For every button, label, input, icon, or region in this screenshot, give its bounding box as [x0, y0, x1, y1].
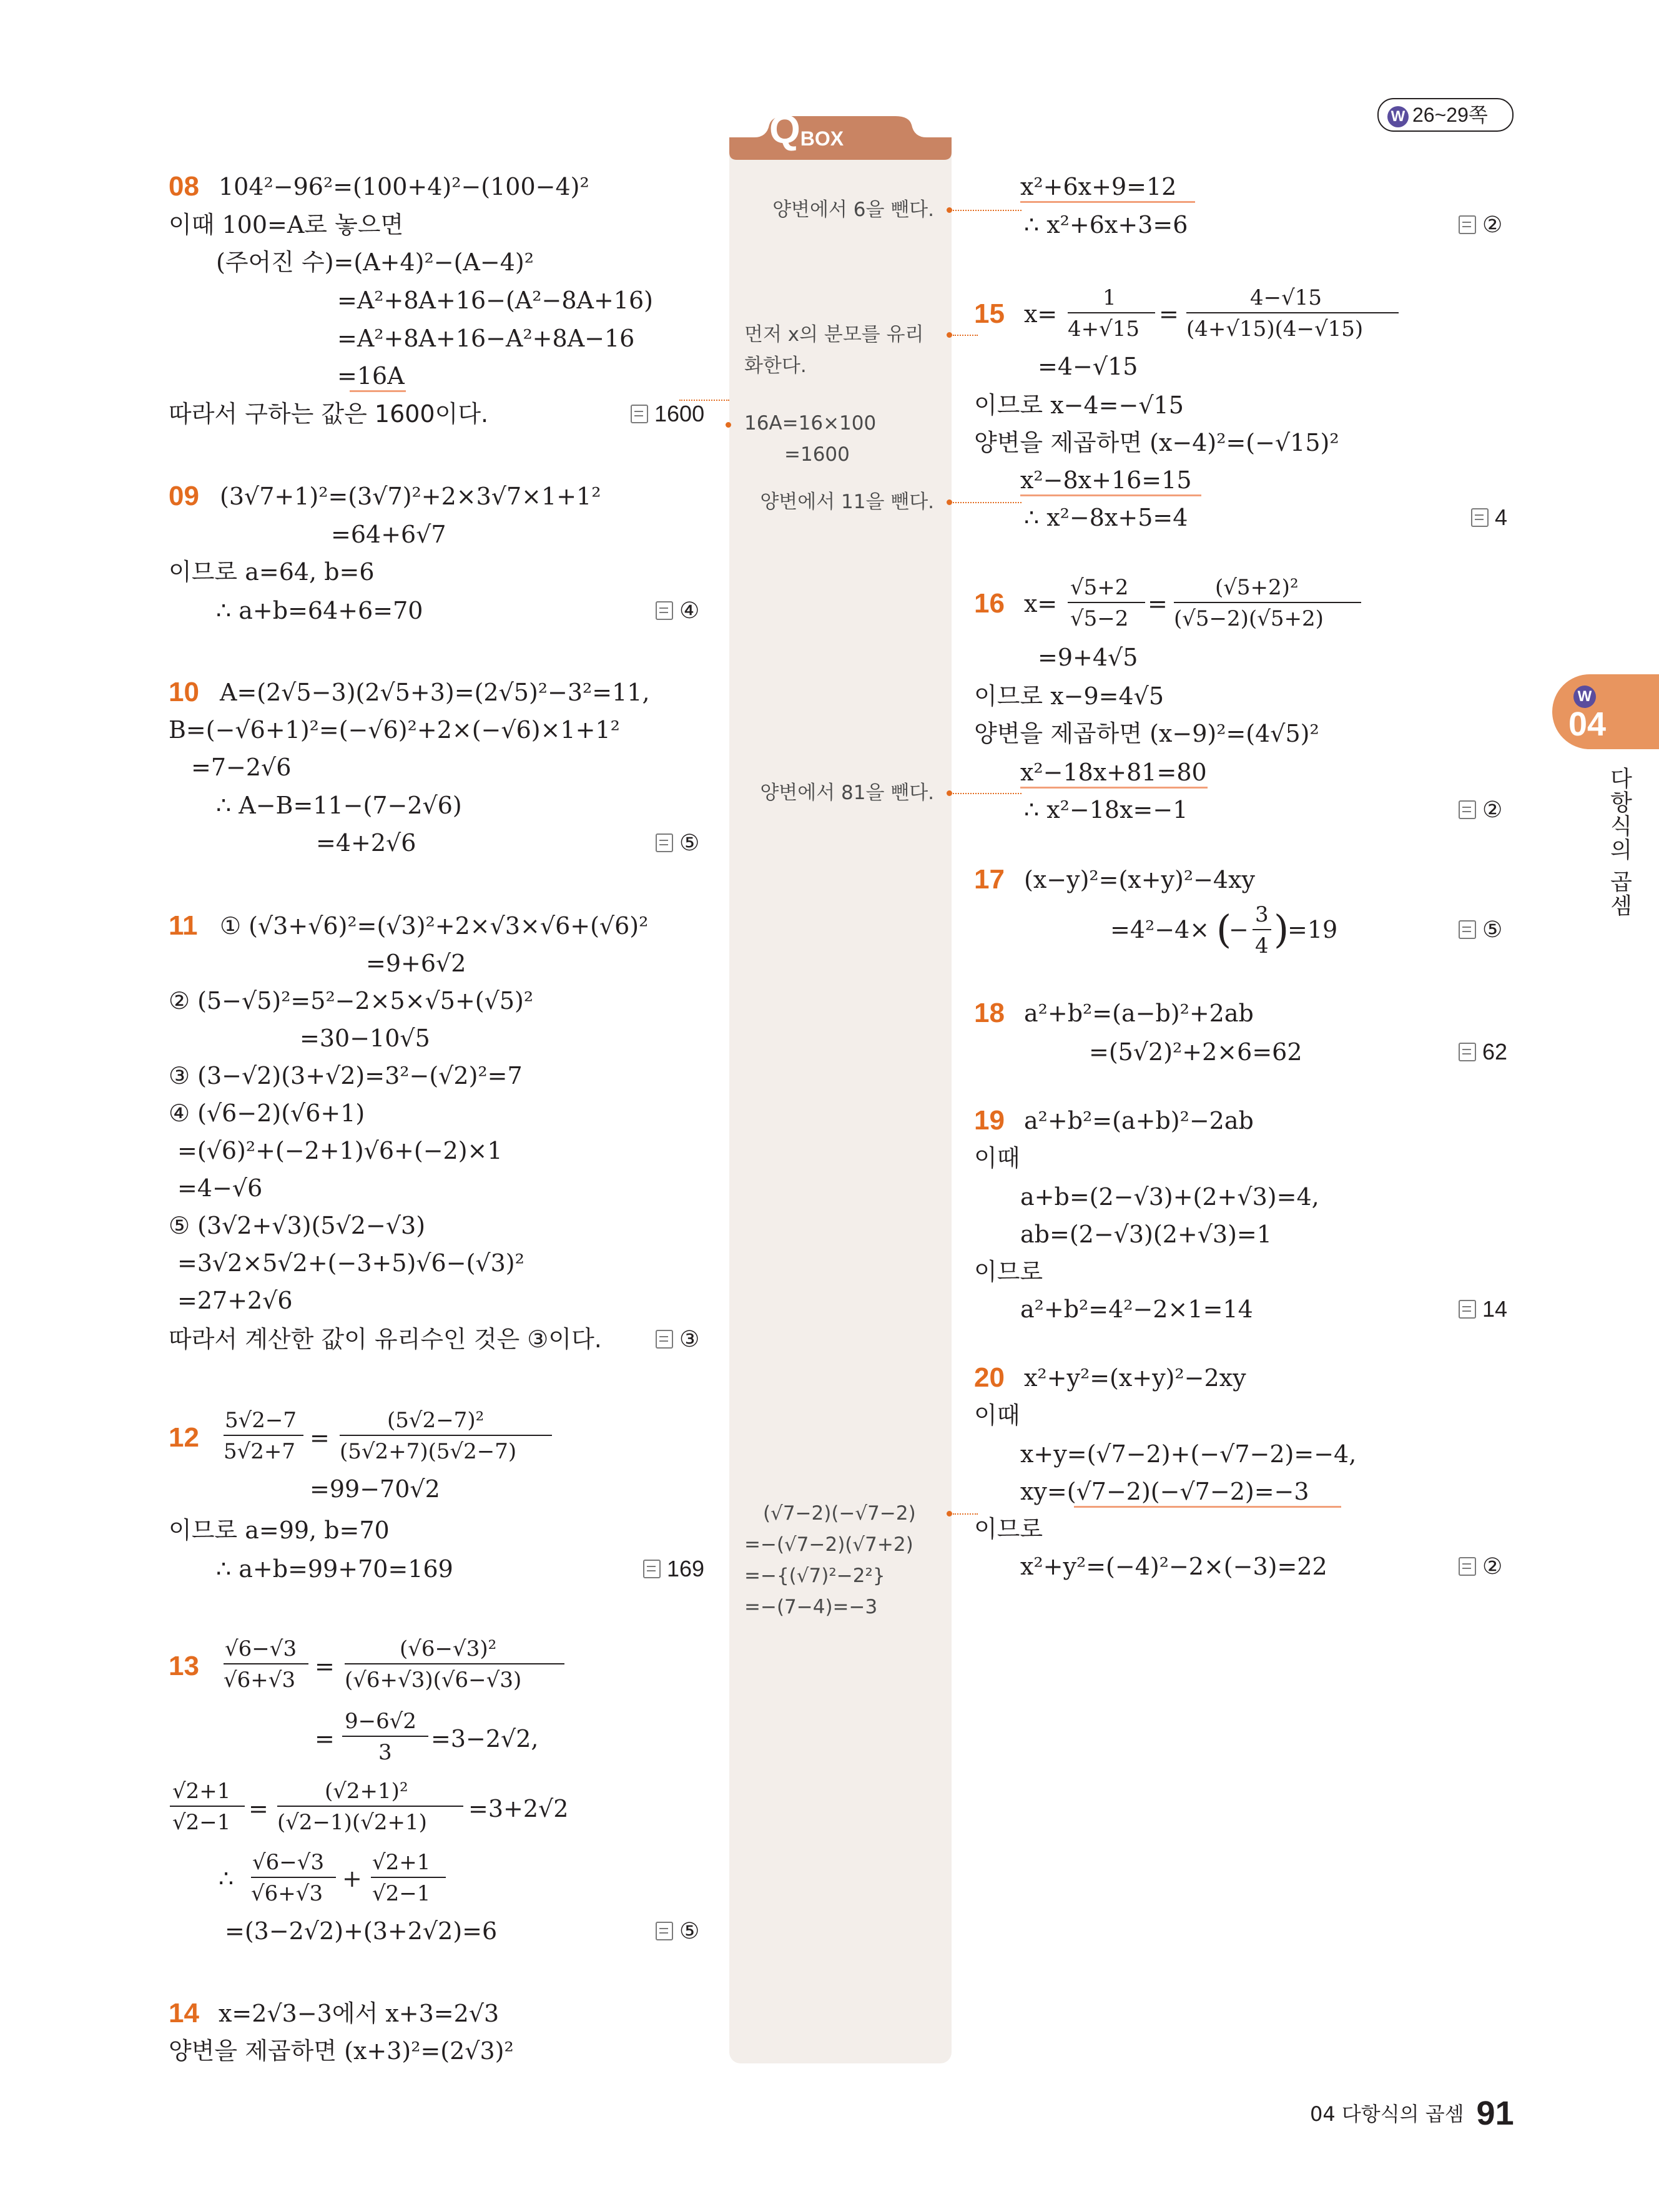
fraction-denominator: √5−2 [1070, 606, 1129, 631]
fraction-bar [1068, 312, 1155, 313]
answer-mark: ② [1459, 795, 1502, 824]
fraction-denominator: √2−1 [372, 1881, 431, 1906]
solution-line: =A²+8A+16−(A²−8A+16) [337, 287, 653, 314]
fraction-denominator: 5√2+7 [224, 1439, 296, 1464]
solution-line: xy=(√7−2)(−√7−2)=−3 [1020, 1478, 1309, 1505]
solution-line: =99−70√2 [310, 1475, 440, 1503]
fraction-denominator: (√5−2)(√5+2) [1174, 606, 1324, 631]
qbox-note: 양변에서 81을 뺀다. [760, 782, 934, 804]
solution-line: ② (5−√5)²=5²−2×5×√5+(√5)² [169, 987, 534, 1015]
answer-box-icon [1459, 1043, 1476, 1061]
solution-line: 양변을 제곱하면 (x−9)²=(4√5)² [974, 720, 1319, 747]
problem-number: 13 [169, 1651, 199, 1681]
fraction-bar [224, 1663, 308, 1664]
fraction-bar [224, 1435, 303, 1436]
solution-line: =16A [337, 362, 405, 390]
answer-mark: 14 [1459, 1295, 1507, 1324]
qbox-note: 양변에서 11을 뺀다. [760, 491, 934, 513]
page-reference-badge [1377, 98, 1514, 132]
note-leader-line [953, 335, 978, 336]
fraction-numerator: √6−√3 [252, 1850, 325, 1875]
solution-line: =3−2√2, [431, 1725, 539, 1752]
fraction-denominator: √6+√3 [251, 1881, 323, 1906]
solution-line: 104²−96²=(100+4)²−(100−4)² [219, 173, 589, 200]
fraction-numerator: √2+1 [172, 1779, 231, 1804]
solution-line: ∴ x²−18x=−1 [1024, 796, 1188, 823]
answer-mark: ② [1459, 210, 1502, 239]
note-marker-dot [947, 1511, 952, 1516]
answer-mark: ⑤ [656, 828, 699, 857]
page-footer [1310, 2095, 1514, 2133]
fraction-numerator: 5√2−7 [225, 1408, 297, 1433]
solution-line: ④ (√6−2)(√6+1) [169, 1099, 365, 1127]
therefore-sign: ∴ [219, 1865, 234, 1892]
solution-line: =3√2×5√2+(−3+5)√6−(√3)² [177, 1249, 524, 1277]
plus-sign: + [342, 1865, 362, 1892]
solution-line: ⑤ (3√2+√3)(5√2−√3) [169, 1212, 426, 1239]
solution-line: ∴ x²−8x+5=4 [1024, 504, 1188, 531]
equals-sign: = [1148, 590, 1168, 617]
solution-line: ab=(2−√3)(2+√3)=1 [1020, 1221, 1272, 1248]
w-workbook-icon: W [1573, 686, 1596, 708]
fraction-denominator: 4 [1255, 933, 1269, 958]
note-marker-dot [947, 207, 952, 213]
fraction-numerator: √6−√3 [225, 1636, 297, 1661]
note-marker-dot [947, 332, 952, 338]
problem-number: 18 [974, 998, 1005, 1028]
qbox-note: =−(√7−2)(√7+2) [744, 1533, 913, 1556]
solution-line: ① (√3+√6)²=(√3)²+2×√3×√6+(√6)² [220, 912, 649, 940]
footer-chapter-title: 04 다항식의 곱셈 [1310, 2102, 1464, 2126]
fraction-bar [340, 1435, 552, 1436]
fraction-denominator: 4+√15 [1068, 317, 1140, 342]
equals-sign: = [315, 1725, 335, 1752]
fraction-numerator: 9−6√2 [345, 1709, 417, 1734]
note-leader-line [953, 210, 1021, 211]
answer-box-icon [656, 1922, 673, 1940]
solution-line: 이므로 [974, 1258, 1043, 1285]
chapter-tab [1552, 674, 1659, 749]
solution-line: =4−√6 [177, 1174, 263, 1202]
solution-line: =7−2√6 [191, 754, 292, 781]
problem-number: 08 [169, 171, 199, 202]
paren-right: ) [1274, 907, 1289, 952]
problem-number: 20 [974, 1362, 1005, 1393]
solution-line: 따라서 계산한 값이 유리수인 것은 ③이다. [169, 1325, 602, 1353]
answer-mark: 62 [1459, 1038, 1507, 1066]
answer-box-icon [656, 601, 673, 620]
solution-line: =4+2√6 [316, 829, 416, 857]
fraction-bar [1174, 602, 1361, 603]
fraction-numerator: √2+1 [372, 1850, 431, 1875]
paren-left: ( [1216, 907, 1232, 952]
solution-line: (주어진 수)=(A+4)²−(A−4)² [216, 248, 534, 276]
fraction-denominator: (4+√15)(4−√15) [1186, 317, 1364, 342]
fraction-denominator: (√6+√3)(√6−√3) [345, 1668, 522, 1693]
solution-line: a+b=(2−√3)+(2+√3)=4, [1020, 1183, 1319, 1211]
answer-box-icon [1459, 920, 1476, 939]
solution-line: =(√6)²+(−2+1)√6+(−2)×1 [177, 1137, 503, 1164]
solution-line: ∴ x²+6x+3=6 [1024, 211, 1188, 238]
qbox-note: =−{(√7)²−2²} [744, 1565, 885, 1587]
solution-line: =4²−4× [1110, 916, 1210, 943]
solution-line: =(5√2)²+2×6=62 [1089, 1038, 1302, 1066]
problem-number: 15 [974, 298, 1005, 329]
fraction-denominator: (√2−1)(√2+1) [277, 1810, 427, 1835]
answer-mark: ⑤ [1459, 915, 1502, 944]
w-workbook-icon: W [1387, 106, 1409, 127]
fraction-bar [1186, 312, 1399, 313]
minus-sign: − [1229, 916, 1249, 943]
solution-line: 양변을 제곱하면 (x+3)²=(2√3)² [169, 2037, 514, 2065]
solution-line: =30−10√5 [300, 1025, 430, 1052]
qbox-note: 화한다. [744, 355, 807, 377]
solution-line: 이므로 x−9=4√5 [974, 682, 1164, 710]
note-marker-dot [947, 499, 952, 505]
qbox-note: 양변에서 6을 뺀다. [772, 199, 934, 221]
fraction-bar [1253, 929, 1271, 930]
answer-mark: 169 [643, 1555, 704, 1583]
fraction-bar [371, 1877, 446, 1878]
answer-box-icon [1459, 215, 1476, 234]
solution-line: 이때 [974, 1144, 1020, 1172]
note-leader-line [679, 400, 729, 401]
highlight-underline [350, 390, 406, 392]
note-leader-line [953, 793, 1021, 794]
fraction-bar [170, 1806, 245, 1807]
answer-mark: ③ [656, 1325, 699, 1354]
solution-line: ∴ a+b=99+70=169 [216, 1555, 453, 1583]
solution-line: a²+b²=(a−b)²+2ab [1024, 1000, 1254, 1027]
solution-line: =27+2√6 [177, 1287, 293, 1314]
fraction-numerator: 3 [1255, 902, 1269, 927]
answer-box-icon [656, 833, 673, 852]
answer-mark: 1600 [631, 400, 704, 428]
solution-line: 따라서 구하는 값은 1600이다. [169, 400, 489, 428]
fraction-numerator: (√6−√3)² [400, 1636, 497, 1661]
equals-sign: = [1159, 300, 1179, 328]
fraction-numerator: √5+2 [1070, 575, 1129, 600]
solution-line: =A²+8A+16−A²+8A−16 [337, 325, 635, 352]
chapter-number: 04 [1568, 705, 1607, 743]
note-marker-dot [726, 422, 731, 428]
solution-line: B=(−√6+1)²=(−√6)²+2×(−√6)×1+1² [169, 716, 620, 744]
qbox-note: 먼저 x의 분모를 유리 [744, 323, 924, 346]
solution-line: 이때 [974, 1402, 1020, 1429]
problem-number: 14 [169, 1998, 199, 2028]
page-reference-text: 26~29쪽 [1412, 104, 1488, 126]
qbox-note: (√7−2)(−√7−2) [763, 1502, 916, 1525]
fraction-bar [345, 1663, 564, 1664]
fraction-numerator: 1 [1103, 285, 1116, 310]
solution-line: ∴ a+b=64+6=70 [216, 597, 423, 624]
highlight-underline [1020, 787, 1208, 789]
solution-line: x+y=(√7−2)+(−√7−2)=−4, [1020, 1440, 1357, 1468]
solution-line: x²+y²=(−4)²−2×(−3)=22 [1020, 1553, 1327, 1580]
solution-line: =9+4√5 [1038, 644, 1138, 671]
equals-sign: = [249, 1795, 268, 1822]
solution-line: =4−√15 [1038, 353, 1138, 380]
note-marker-dot [947, 790, 952, 796]
note-leader-line [953, 502, 1021, 503]
qbox-title: QBOX [769, 107, 844, 152]
answer-mark: ⑤ [656, 1917, 699, 1945]
highlight-underline [1074, 1506, 1341, 1508]
answer-mark: ② [1459, 1552, 1502, 1581]
page-number: 91 [1476, 2095, 1514, 2132]
answer-box-icon [1459, 800, 1476, 819]
answer-box-icon [1459, 1300, 1476, 1319]
solution-line: x²+6x+9=12 [1020, 173, 1177, 200]
equals-sign: = [310, 1424, 330, 1452]
answer-mark: ④ [656, 596, 699, 625]
solution-line: A=(2√5−3)(2√5+3)=(2√5)²−3²=11, [220, 679, 650, 706]
solution-line: =(3−2√2)+(3+2√2)=6 [225, 1917, 498, 1945]
problem-number: 09 [169, 481, 199, 511]
fraction-numerator: (√2+1)² [325, 1779, 408, 1804]
answer-mark: 4 [1471, 503, 1507, 532]
solution-line: ③ (3−√2)(3+√2)=3²−(√2)²=7 [169, 1062, 523, 1089]
qbox-note: 16A=16×100 [744, 412, 877, 435]
solution-line: =19 [1287, 916, 1338, 943]
solution-line: 이므로 [974, 1515, 1043, 1543]
fraction-numerator: 4−√15 [1250, 285, 1322, 310]
solution-line: x²−18x+81=80 [1020, 759, 1207, 786]
solution-line: a²+b²=4²−2×1=14 [1020, 1295, 1253, 1323]
answer-box-icon [643, 1560, 661, 1578]
answer-box-icon [1459, 1557, 1476, 1576]
equals-sign: = [315, 1653, 335, 1680]
fraction-denominator: (5√2+7)(5√2−7) [340, 1439, 517, 1464]
solution-line: x²−8x+16=15 [1020, 466, 1192, 494]
answer-box-icon [1471, 508, 1489, 527]
problem-number: 17 [974, 864, 1005, 895]
variable-label: x= [1024, 300, 1058, 328]
solution-line: (x−y)²=(x+y)²−4xy [1024, 866, 1255, 893]
qbox-note: =1600 [784, 443, 850, 466]
qbox-note: =−(7−4)=−3 [744, 1596, 878, 1618]
solution-line: ∴ A−B=11−(7−2√6) [216, 792, 462, 819]
highlight-underline [1020, 494, 1201, 496]
fraction-denominator: √6+√3 [224, 1668, 296, 1693]
fraction-bar [251, 1877, 336, 1878]
solution-line: 이므로 a=64, b=6 [169, 558, 375, 586]
solution-line: =64+6√7 [331, 521, 446, 548]
solution-line: =9+6√2 [366, 950, 466, 977]
problem-number: 11 [169, 910, 198, 941]
fraction-bar [1068, 602, 1145, 603]
fraction-bar [342, 1736, 428, 1737]
answer-box-icon [656, 1330, 673, 1349]
fraction-numerator: (√5+2)² [1215, 575, 1299, 600]
solution-line: (3√7+1)²=(3√7)²+2×3√7×1+1² [220, 483, 601, 510]
solution-line: a²+b²=(a+b)²−2ab [1024, 1107, 1254, 1134]
problem-number: 19 [974, 1105, 1005, 1136]
solution-line: 이므로 x−4=−√15 [974, 391, 1184, 419]
chapter-side-title: 다항식의 곱셈 [1607, 767, 1632, 918]
solution-line: 양변을 제곱하면 (x−4)²=(−√15)² [974, 429, 1339, 456]
fraction-bar [277, 1806, 463, 1807]
problem-number: 12 [169, 1422, 199, 1453]
problem-number: 16 [974, 588, 1005, 619]
solution-line: 이때 100=A로 놓으면 [169, 211, 404, 238]
solution-line: =3+2√2 [468, 1795, 569, 1822]
highlight-underline [1020, 201, 1195, 203]
fraction-denominator: 3 [378, 1740, 392, 1765]
solution-line: x=2√3−3에서 x+3=2√3 [219, 2000, 500, 2027]
solution-line: 이므로 a=99, b=70 [169, 1516, 390, 1544]
problem-number: 10 [169, 677, 199, 707]
fraction-numerator: (5√2−7)² [387, 1408, 485, 1433]
fraction-denominator: √2−1 [172, 1810, 231, 1835]
solution-line: x²+y²=(x+y)²−2xy [1024, 1364, 1246, 1392]
variable-label: x= [1024, 590, 1058, 617]
answer-box-icon [631, 405, 648, 423]
